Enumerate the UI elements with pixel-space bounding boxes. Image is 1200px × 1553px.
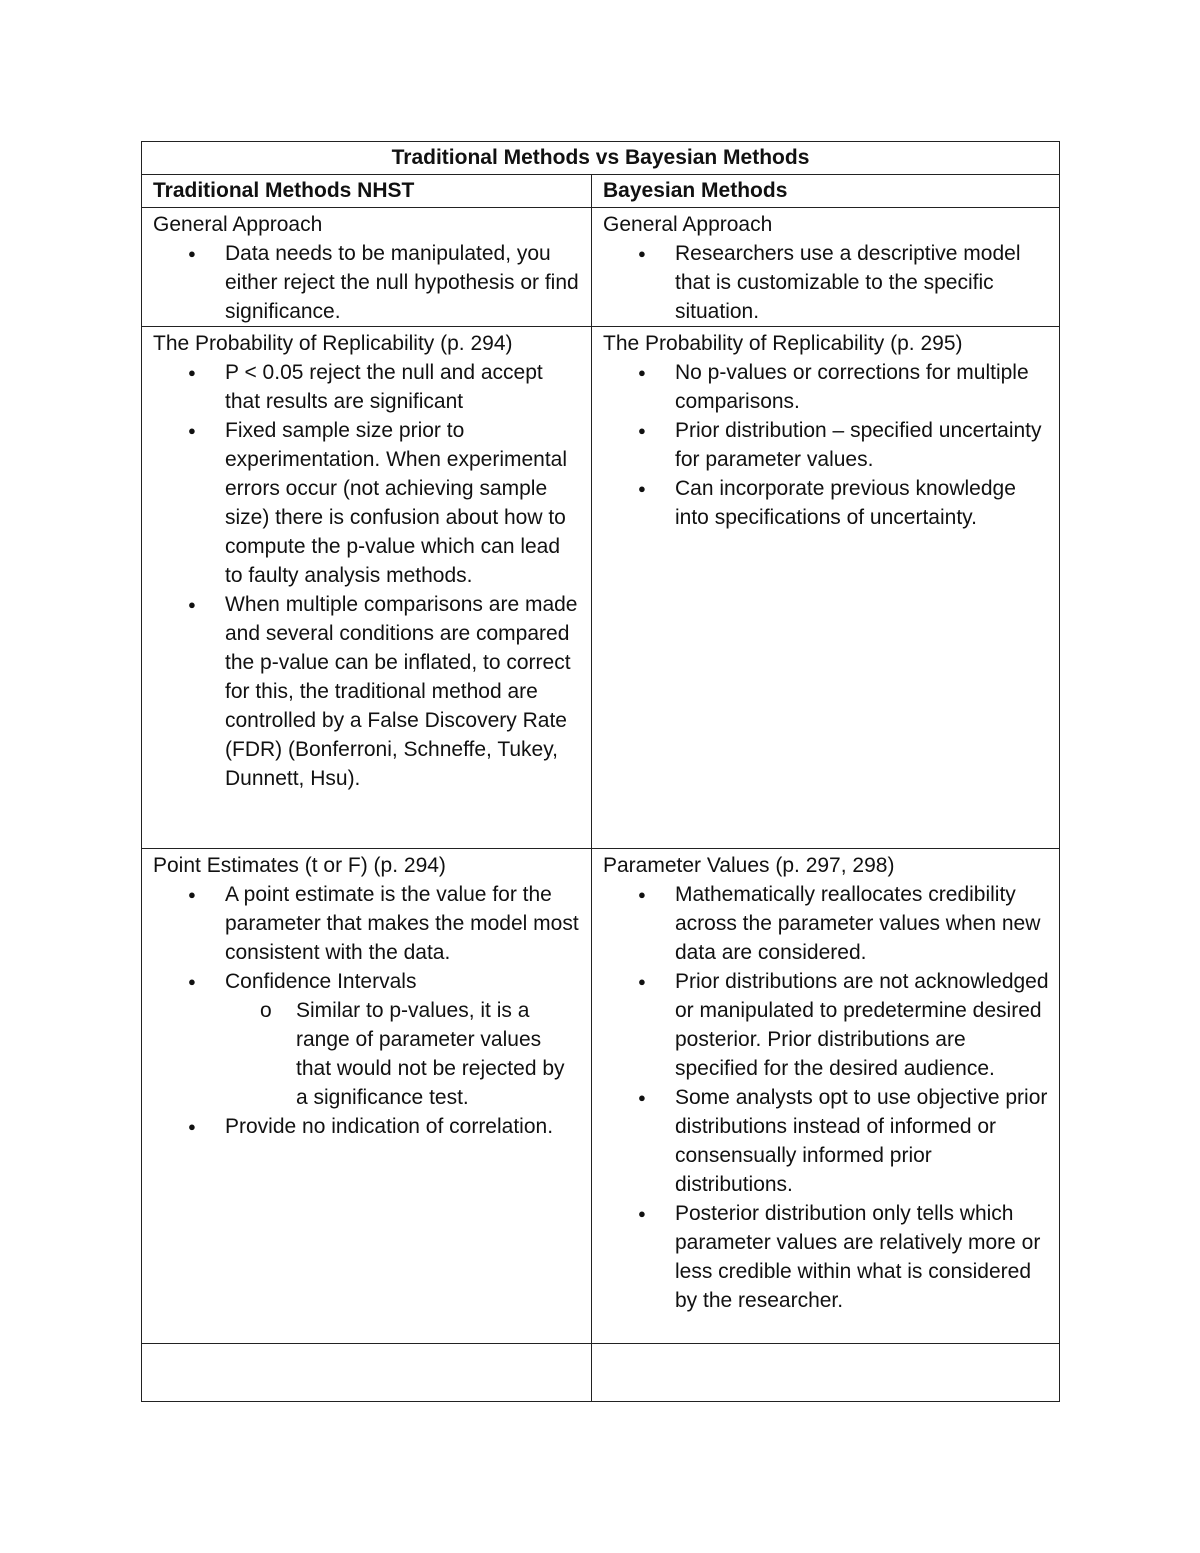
bullet-item: ● Prior distribution – specified uncertainty for parameter values. xyxy=(603,416,1049,474)
cell-traditional-point-estimates xyxy=(142,849,592,1344)
bullet-list xyxy=(153,358,581,793)
cell-bayesian-parameter-values xyxy=(592,849,1060,1344)
bullet-item: ● When multiple comparisons are made and several conditions are compared the p-value can be inflated, to correct for this, the traditional method are controlled by a False Discovery Rate (FDR) (Bonferroni, Schneffe, Tukey, Dunnett, Hsu). xyxy=(153,590,581,793)
cell-bayesian-replicability xyxy=(592,327,1060,849)
table-row xyxy=(142,327,1060,849)
table-title: Traditional Methods vs Bayesian Methods xyxy=(142,142,1060,175)
table-row xyxy=(142,208,1060,327)
bullet-text: Confidence Intervals xyxy=(225,970,417,993)
bullet-item xyxy=(153,967,581,1112)
bullet-list xyxy=(153,239,581,326)
column-header-row xyxy=(142,175,1060,208)
section-heading: Parameter Values (p. 297, 298) xyxy=(603,854,895,877)
bullet-item: ● Fixed sample size prior to experimentation. When experimental errors occur (not achieving sample size) there is confusion about how to compute the p-value which can lead to faulty analysis methods. xyxy=(153,416,581,590)
section-heading: The Probability of Replicability (p. 295) xyxy=(603,332,963,355)
section-heading: The Probability of Replicability (p. 294) xyxy=(153,332,513,355)
section-heading: General Approach xyxy=(153,213,323,236)
bullet-item: ● Prior distributions are not acknowledged or manipulated to predetermine desired posterior. Prior distributions are specified for the desired audience. xyxy=(603,967,1049,1083)
comparison-table xyxy=(141,141,1060,1402)
empty-cell-left xyxy=(142,1344,592,1402)
bullet-item: ● Mathematically reallocates credibility across the parameter values when new data are considered. xyxy=(603,880,1049,967)
header-bayesian: Bayesian Methods xyxy=(592,175,1060,208)
bullet-item: ● Posterior distribution only tells which parameter values are relatively more or less credible within what is considered by the researcher. xyxy=(603,1199,1049,1315)
bullet-item: ● A point estimate is the value for the parameter that makes the model most consistent with the data. xyxy=(153,880,581,967)
bullet-item: ● P < 0.05 reject the null and accept that results are significant xyxy=(153,358,581,416)
bullet-item: ● Some analysts opt to use objective prior distributions instead of informed or consensually informed prior distributions. xyxy=(603,1083,1049,1199)
bullet-list xyxy=(603,358,1049,532)
sub-bullet-list xyxy=(225,996,581,1112)
sub-bullet-item: o Similar to p-values, it is a range of parameter values that would not be rejected by a significance test. xyxy=(225,996,581,1112)
cell-traditional-replicability xyxy=(142,327,592,849)
bullet-item: ● Provide no indication of correlation. xyxy=(153,1112,581,1141)
bullet-item: ● No p-values or corrections for multiple comparisons. xyxy=(603,358,1049,416)
cell-bayesian-general-approach xyxy=(592,208,1060,327)
section-heading: General Approach xyxy=(603,213,773,236)
header-traditional: Traditional Methods NHST xyxy=(142,175,592,208)
section-heading: Point Estimates (t or F) (p. 294) xyxy=(153,854,446,877)
bullet-item: ● Data needs to be manipulated, you either reject the null hypothesis or find significance. xyxy=(153,239,581,326)
table-title-row xyxy=(142,142,1060,175)
bullet-item: ● Can incorporate previous knowledge into specifications of uncertainty. xyxy=(603,474,1049,532)
bullet-list xyxy=(153,880,581,1141)
bullet-list xyxy=(603,239,1049,326)
bullet-item: ● Researchers use a descriptive model that is customizable to the specific situation. xyxy=(603,239,1049,326)
table-row xyxy=(142,849,1060,1344)
bullet-list xyxy=(603,880,1049,1315)
cell-traditional-general-approach xyxy=(142,208,592,327)
empty-cell-right xyxy=(592,1344,1060,1402)
table-row-empty xyxy=(142,1344,1060,1402)
